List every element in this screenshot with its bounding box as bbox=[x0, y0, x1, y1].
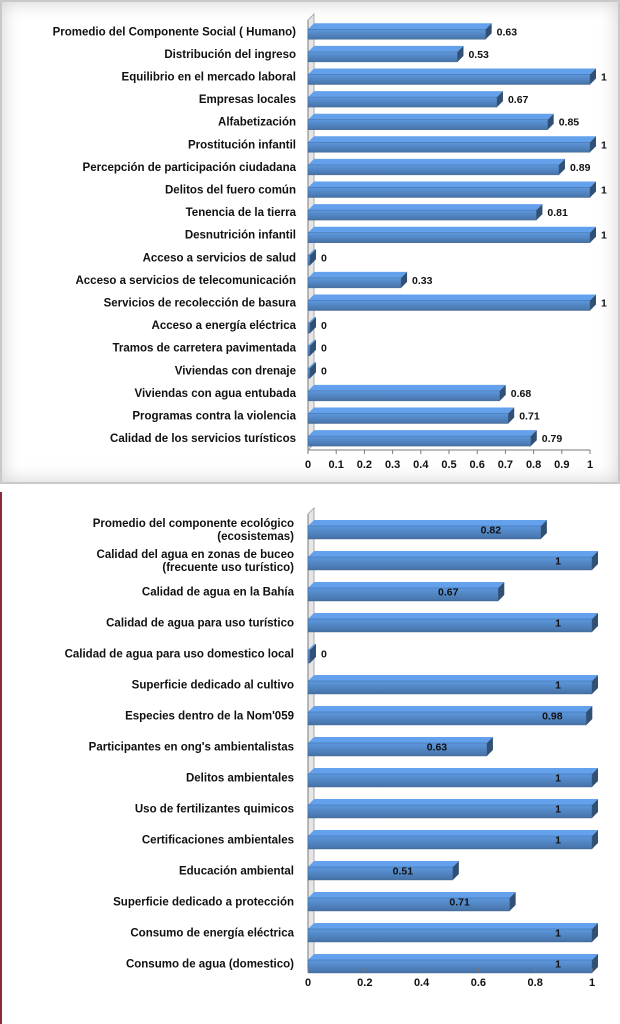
data-label: 0.79 bbox=[541, 433, 563, 446]
bar bbox=[308, 136, 596, 152]
data-label: 0.67 bbox=[507, 94, 529, 107]
bar-front bbox=[308, 898, 510, 911]
category-label: Promedio del componente ecológico (ecosistemas) bbox=[92, 518, 294, 543]
bar-front bbox=[308, 278, 401, 288]
bar-front bbox=[308, 774, 592, 787]
bar-top bbox=[308, 737, 493, 743]
bar-front bbox=[308, 323, 310, 333]
data-label: 0 bbox=[321, 252, 327, 265]
bar-front bbox=[308, 255, 310, 265]
bar-front bbox=[308, 805, 592, 818]
data-label: 0.71 bbox=[519, 410, 540, 423]
category-label: Delitos ambientales bbox=[185, 772, 294, 785]
bar-front bbox=[308, 391, 500, 401]
bar-top bbox=[308, 520, 547, 526]
category-label: Certificaciones ambientales bbox=[141, 834, 294, 847]
category-label: Acceso a servicios de salud bbox=[142, 252, 296, 265]
data-label: 1 bbox=[601, 229, 607, 242]
bar bbox=[308, 227, 596, 243]
data-label: 1 bbox=[601, 71, 607, 84]
x-tick-label: 0.9 bbox=[554, 459, 570, 471]
data-label: 0.68 bbox=[510, 387, 532, 400]
bar-front bbox=[308, 97, 497, 107]
x-tick-label: 1 bbox=[586, 459, 594, 471]
category-label: Distribución del ingreso bbox=[164, 48, 296, 61]
bar bbox=[308, 204, 542, 220]
x-tick-label: 0.6 bbox=[469, 459, 485, 471]
bar-top bbox=[308, 69, 596, 75]
category-label: Consumo de energía eléctrica bbox=[130, 927, 294, 940]
category-label: Viviendas con drenaje bbox=[174, 365, 296, 378]
data-label: 0.51 bbox=[392, 865, 414, 878]
bar-front bbox=[308, 233, 590, 243]
data-label: 1 bbox=[555, 555, 561, 568]
data-label: 0.81 bbox=[547, 207, 568, 220]
bar bbox=[308, 114, 554, 130]
bar bbox=[308, 69, 596, 85]
data-label: 0.82 bbox=[480, 524, 502, 537]
bar-top bbox=[308, 582, 504, 588]
bar-top bbox=[308, 204, 542, 210]
data-label: 0.71 bbox=[449, 896, 470, 909]
x-tick-label: 0.5 bbox=[441, 459, 457, 471]
data-label: 1 bbox=[601, 139, 607, 152]
data-label: 1 bbox=[555, 679, 561, 692]
bar-top bbox=[308, 861, 459, 867]
category-label: Calidad de agua en la Bahía bbox=[141, 586, 294, 599]
category-label: Viviendas con agua entubada bbox=[134, 387, 296, 400]
category-label: Promedio del Componente Social ( Humano) bbox=[52, 26, 296, 39]
bar-top bbox=[308, 91, 503, 97]
bar-front bbox=[308, 29, 486, 39]
x-tick-label: 0.2 bbox=[356, 459, 373, 471]
category-label: Empresas locales bbox=[198, 94, 296, 107]
bar bbox=[308, 46, 463, 62]
bar-top bbox=[308, 114, 554, 120]
data-label: 1 bbox=[555, 927, 561, 940]
bar bbox=[308, 892, 516, 911]
category-label: Educación ambiental bbox=[178, 865, 294, 878]
bar-top bbox=[308, 295, 596, 301]
bar-front bbox=[308, 210, 536, 220]
data-label: 0.98 bbox=[542, 710, 563, 723]
bar bbox=[308, 408, 514, 424]
data-label: 1 bbox=[555, 617, 561, 630]
bar bbox=[308, 385, 506, 401]
x-tick-label: 0 bbox=[304, 459, 312, 471]
bar-front bbox=[308, 588, 498, 601]
bar-front bbox=[308, 526, 541, 539]
bar-front bbox=[308, 743, 487, 756]
bar bbox=[308, 295, 596, 311]
data-label: 0.63 bbox=[496, 26, 518, 39]
category-label: Servicios de recolección de basura bbox=[103, 297, 296, 310]
bar bbox=[308, 582, 504, 601]
category-label: Acceso a energía eléctrica bbox=[151, 320, 296, 333]
data-label: 1 bbox=[555, 834, 561, 847]
bar-front bbox=[308, 867, 453, 880]
bar-front bbox=[308, 75, 590, 85]
bar-top bbox=[308, 136, 596, 142]
x-tick-label: 0.8 bbox=[525, 459, 542, 471]
x-tick-label: 0.3 bbox=[384, 459, 401, 471]
category-label: Calidad de los servicios turísticos bbox=[110, 433, 296, 446]
category-label: Calidad de agua para uso turístico bbox=[106, 617, 294, 630]
category-label: Acceso a servicios de telecomunicación bbox=[75, 274, 296, 287]
bar-top bbox=[308, 159, 565, 165]
bar-top bbox=[308, 227, 596, 233]
bar bbox=[308, 272, 407, 288]
data-label: 0 bbox=[321, 648, 327, 661]
category-label: Prostitución infantil bbox=[188, 139, 296, 152]
bar-top bbox=[308, 272, 407, 278]
category-label: Calidad del agua en zonas de buceo (frecuente uso turístico) bbox=[96, 549, 294, 574]
bar-front bbox=[308, 960, 592, 973]
x-tick-label: 0.7 bbox=[497, 459, 514, 471]
data-label: 0.33 bbox=[412, 274, 433, 287]
social-component-chart bbox=[2, 2, 620, 486]
category-label: Delitos del fuero común bbox=[165, 184, 296, 197]
chart-panel-ecological bbox=[0, 492, 620, 1024]
bar bbox=[308, 430, 537, 446]
bar bbox=[308, 159, 565, 175]
data-label: 0.89 bbox=[569, 161, 591, 174]
data-label: 1 bbox=[555, 803, 561, 816]
bar-front bbox=[308, 301, 590, 311]
data-label: 0.67 bbox=[438, 586, 459, 599]
bar bbox=[308, 737, 493, 756]
category-label: Especies dentro de la Nom'059 bbox=[125, 710, 294, 723]
category-label: Consumo de agua (domestico) bbox=[125, 958, 294, 971]
bar-front bbox=[308, 929, 592, 942]
data-label: 0 bbox=[321, 365, 327, 378]
bar-front bbox=[308, 836, 592, 849]
category-label: Programas contra la violencia bbox=[132, 410, 296, 423]
bar-top bbox=[308, 430, 537, 436]
data-label: 0.85 bbox=[558, 116, 580, 129]
data-label: 0 bbox=[321, 320, 327, 333]
bar-front bbox=[308, 52, 457, 62]
data-label: 0.63 bbox=[426, 741, 448, 754]
category-label: Equilibrio en el mercado laboral bbox=[121, 71, 296, 84]
data-label: 1 bbox=[601, 184, 607, 197]
x-tick-label: 0.8 bbox=[527, 977, 543, 989]
category-label: Uso de fertilizantes quimicos bbox=[134, 803, 294, 816]
bar-front bbox=[308, 650, 310, 663]
ecological-component-chart bbox=[2, 492, 620, 1024]
x-tick-label: 0.4 bbox=[413, 977, 430, 989]
category-label: Superficie dedicado a protección bbox=[113, 896, 294, 909]
x-tick-label: 0.2 bbox=[357, 977, 373, 989]
bar-top bbox=[308, 385, 506, 391]
category-label: Desnutrición infantil bbox=[184, 229, 296, 242]
bar-front bbox=[308, 436, 531, 446]
bar-top bbox=[308, 46, 463, 52]
bar-front bbox=[308, 165, 559, 175]
bar bbox=[308, 520, 547, 539]
x-tick-label: 0 bbox=[304, 977, 312, 989]
category-label: Tenencia de la tierra bbox=[185, 207, 296, 220]
x-tick-label: 1 bbox=[588, 977, 596, 989]
category-label: Calidad de agua para uso domestico local bbox=[64, 648, 294, 661]
bar-front bbox=[308, 681, 592, 694]
bar bbox=[308, 23, 492, 39]
bar-front bbox=[308, 346, 310, 356]
category-label: Percepción de participación ciudadana bbox=[82, 161, 296, 174]
category-label: Participantes en ong's ambientalistas bbox=[88, 741, 294, 754]
bar bbox=[308, 182, 596, 198]
bar-front bbox=[308, 557, 592, 570]
bar-front bbox=[308, 142, 590, 152]
bar bbox=[308, 861, 459, 880]
x-tick-label: 0.6 bbox=[470, 977, 487, 989]
chart-panel-social bbox=[0, 0, 620, 484]
data-label: 1 bbox=[555, 958, 561, 971]
bar-front bbox=[308, 368, 310, 378]
data-label: 0.53 bbox=[468, 48, 489, 61]
bar-top bbox=[308, 408, 514, 414]
bar bbox=[308, 91, 503, 107]
data-label: 1 bbox=[601, 297, 607, 310]
bar-front bbox=[308, 619, 592, 632]
category-label: Superficie dedicado al cultivo bbox=[131, 679, 294, 692]
data-label: 0 bbox=[321, 342, 327, 355]
x-tick-label: 0.4 bbox=[413, 459, 429, 471]
category-label: Alfabetización bbox=[218, 116, 296, 129]
bar-top bbox=[308, 23, 492, 29]
x-tick-label: 0.1 bbox=[328, 459, 344, 471]
data-label: 1 bbox=[555, 772, 561, 785]
bar-front bbox=[308, 120, 548, 130]
bar-top bbox=[308, 182, 596, 188]
bar-front bbox=[308, 188, 590, 198]
bar-front bbox=[308, 414, 508, 424]
category-label: Tramos de carretera pavimentada bbox=[112, 342, 296, 355]
bar-top bbox=[308, 892, 516, 898]
